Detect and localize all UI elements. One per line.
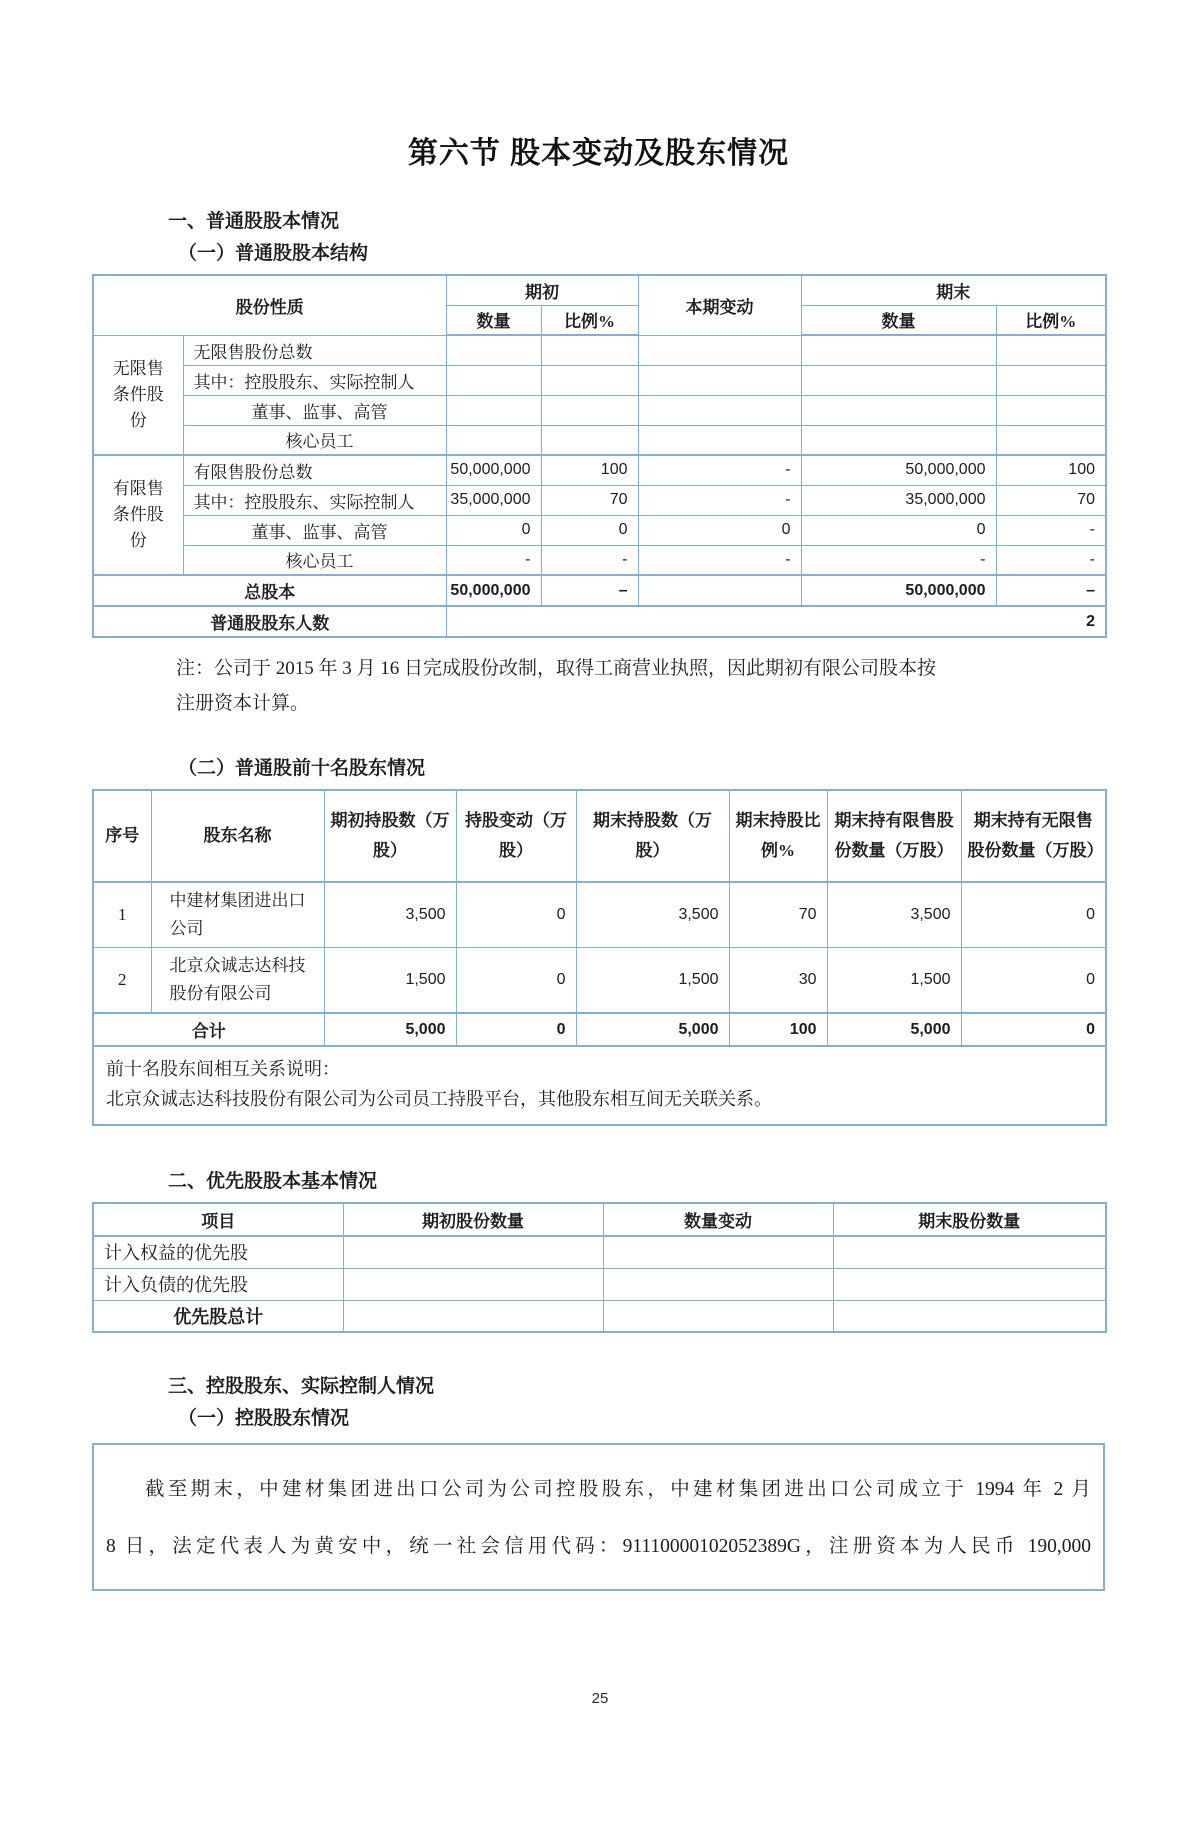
table-cell: 5,000 [576,1013,729,1046]
table-cell: 70 [541,485,638,515]
row-label: 董事、监事、高管 [183,515,446,545]
table-cell: 70 [729,882,827,948]
holders-count-label: 普通股股东人数 [93,606,446,637]
row-label: 无限售股份总数 [183,335,446,365]
table-cell: 50,000,000 [446,575,541,606]
table-cell: 0 [638,515,801,545]
table-cell [833,1236,1106,1268]
shareholder-name: 北京众诚志达科技股份有限公司 [151,948,324,1014]
column-header-period-change: 本期变动 [638,275,801,335]
table-cell: 50,000,000 [801,575,996,606]
column-header-pct-end: 比例% [996,305,1106,335]
table-cell [996,395,1106,425]
column-header-begin-holding: 期初持股数（万股） [324,790,456,882]
column-header-index: 序号 [93,790,151,882]
table-cell [343,1236,603,1268]
table-cell: 0 [961,882,1106,948]
column-header-end-restricted: 期末持有限售股份数量（万股） [827,790,961,882]
column-header-nature: 股份性质 [93,275,446,335]
table-cell [801,395,996,425]
table-cell: 35,000,000 [801,485,996,515]
table-cell: 5,000 [827,1013,961,1046]
controlling-shareholder-box [92,1443,1105,1591]
table-cell [446,365,541,395]
table-cell: 100 [541,455,638,485]
controlling-shareholder-text-line: 截至期末，中建材集团进出口公司为公司控股股东，中建材集团进出口公司成立于 1994 年 2 月 [145,1479,1091,1500]
table-cell: 100 [996,455,1106,485]
table-cell: - [446,545,541,575]
page-title: 第六节 股本变动及股东情况 [407,137,790,170]
document-page [0,128,1200,1825]
shareholder-index: 2 [93,948,151,1014]
table-cell: 35,000,000 [446,485,541,515]
column-header-qty-change: 数量变动 [603,1203,833,1236]
table-cell [603,1268,833,1300]
table-cell [343,1268,603,1300]
table-cell: - [541,545,638,575]
table-cell: - [638,545,801,575]
holders-count-row [93,606,1106,637]
table-cell [446,425,541,455]
table-cell: - [996,515,1106,545]
share-structure-table [92,274,1107,638]
table-cell: 1,500 [576,948,729,1014]
total-row-label: 优先股总计 [93,1300,343,1332]
table-cell [446,335,541,365]
relationship-note [93,1046,1106,1125]
table-header-row [93,1203,1106,1236]
column-header-shareholder-name: 股东名称 [151,790,324,882]
table-cell: - [638,455,801,485]
row-label: 计入权益的优先股 [93,1236,343,1268]
table-cell: 0 [961,948,1106,1014]
subsection-heading-controlling-shareholder: （一）控股股东情况 [178,1408,350,1429]
table-cell [801,425,996,455]
table-cell [638,425,801,455]
holders-count-value: 2 [446,606,1106,637]
table-header-row [93,275,1106,305]
table-cell: 70 [996,485,1106,515]
column-header-end-ratio: 期末持股比例% [729,790,827,882]
table-cell: 1,500 [324,948,456,1014]
controlling-shareholder-text-line: 8 日，法定代表人为黄安中，统一社会信用代码：91110000102052389G，注册资本为人民币 190,000 [106,1536,1091,1557]
table-cell: 5,000 [324,1013,456,1046]
table-cell: - [801,545,996,575]
table-cell: – [996,575,1106,606]
table-cell [801,365,996,395]
table-row [93,425,1106,455]
row-label: 其中：控股股东、实际控制人 [183,485,446,515]
column-header-period-end: 期末 [801,275,1106,305]
table-cell [603,1236,833,1268]
relationship-note-line: 前十名股东间相互关系说明： [106,1059,340,1079]
table-header-row [93,790,1106,882]
table-cell: 3,500 [576,882,729,948]
table-row [93,335,1106,365]
shareholder-index: 1 [93,882,151,948]
table-cell [801,335,996,365]
row-label: 核心员工 [183,425,446,455]
column-header-begin-qty: 期初股份数量 [343,1203,603,1236]
table-row [93,455,1106,485]
total-row [93,1300,1106,1332]
total-row [93,1013,1106,1046]
shareholder-row [93,948,1106,1014]
column-header-qty-begin: 数量 [446,305,541,335]
total-row-label: 总股本 [93,575,446,606]
table-cell: 0 [961,1013,1106,1046]
row-label: 有限售股份总数 [183,455,446,485]
table-note [176,651,1036,721]
table-cell [996,335,1106,365]
column-header-pct-begin: 比例% [541,305,638,335]
table-cell: 3,500 [324,882,456,948]
table-cell [833,1300,1106,1332]
table-cell: 0 [446,515,541,545]
row-label: 计入负债的优先股 [93,1268,343,1300]
subsection-heading-share-structure: （一）普通股股本结构 [178,243,369,264]
table-cell: 50,000,000 [801,455,996,485]
shareholder-name: 中建材集团进出口公司 [151,882,324,948]
table-cell: 0 [541,515,638,545]
table-cell [541,335,638,365]
table-row [93,395,1106,425]
top-shareholders-table [92,789,1107,1126]
relationship-note-line: 北京众诚志达科技股份有限公司为公司员工持股平台，其他股东相互间无关联关系。 [106,1089,772,1109]
table-cell: 3,500 [827,882,961,948]
table-cell [541,395,638,425]
row-group-restricted: 有限售条件股份 [93,455,183,575]
preferred-shares-table [92,1202,1107,1333]
table-row [93,485,1106,515]
table-cell [446,395,541,425]
column-header-qty-end: 数量 [801,305,996,335]
table-cell: 0 [801,515,996,545]
table-row [93,1268,1106,1300]
row-label: 董事、监事、高管 [183,395,446,425]
table-cell: 1,500 [827,948,961,1014]
table-row [93,515,1106,545]
table-cell [343,1300,603,1332]
table-cell [541,365,638,395]
row-group-unrestricted: 无限售条件股份 [93,335,183,455]
table-cell: 0 [456,1013,576,1046]
section-heading-common-shares: 一、普通股股本情况 [168,211,340,232]
shareholder-row [93,882,1106,948]
column-header-end-qty: 期末股份数量 [833,1203,1106,1236]
total-row [93,575,1106,606]
row-label: 其中：控股股东、实际控制人 [183,365,446,395]
table-cell: 0 [456,882,576,948]
table-cell [638,365,801,395]
table-cell [541,425,638,455]
note-line: 注册资本计算。 [176,693,310,714]
subsection-heading-top-shareholders: （二）普通股前十名股东情况 [178,758,426,779]
table-cell: 50,000,000 [446,455,541,485]
table-row [93,365,1106,395]
table-cell: 100 [729,1013,827,1046]
column-header-holding-change: 持股变动（万股） [456,790,576,882]
table-row [93,545,1106,575]
table-cell [603,1300,833,1332]
table-cell: – [541,575,638,606]
section-heading-controlling-shareholder: 三、控股股东、实际控制人情况 [168,1376,435,1397]
total-row-label: 合计 [93,1013,324,1046]
table-cell: 0 [456,948,576,1014]
table-cell: - [996,545,1106,575]
page-number: 25 [591,1690,609,1707]
column-header-item: 项目 [93,1203,343,1236]
section-heading-preferred-shares: 二、优先股股本基本情况 [168,1171,378,1192]
note-line: 注：公司于 2015 年 3 月 16 日完成股份改制，取得工商营业执照，因此期初有限公司股本按 [176,658,937,679]
table-cell [638,575,801,606]
table-row [93,1236,1106,1268]
row-label: 核心员工 [183,545,446,575]
table-cell: 30 [729,948,827,1014]
table-cell [638,395,801,425]
column-header-period-begin: 期初 [446,275,638,305]
table-cell [638,335,801,365]
table-cell: - [638,485,801,515]
relationship-note-row [93,1046,1106,1125]
column-header-end-unrestricted: 期末持有无限售股份数量（万股） [961,790,1106,882]
table-cell [996,365,1106,395]
table-cell [833,1268,1106,1300]
column-header-end-holding: 期末持股数（万股） [576,790,729,882]
table-cell [996,425,1106,455]
